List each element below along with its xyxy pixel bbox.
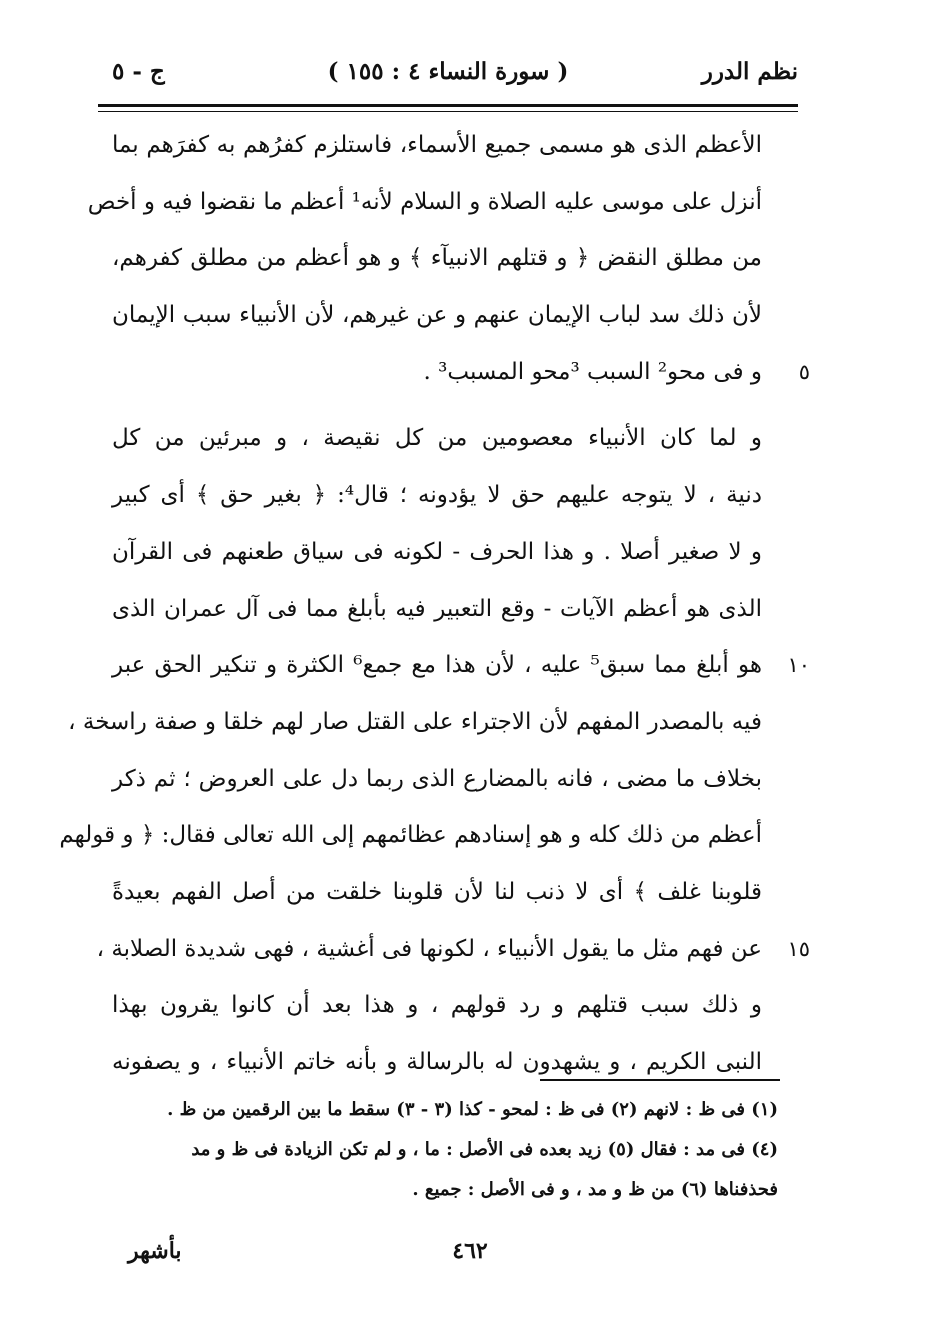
text-line-11: فيه بالمصدر المفهم لأن الاجتراء على القتل صار لهم خلقا و صفة راسخة ،	[68, 708, 762, 735]
text-line-2: أنزل على موسى عليه الصلاة و السلام لأنه¹ أعظم ما نقضوا فيه و أخص	[87, 188, 762, 215]
text-line-12: بخلاف ما مضى ، فانه بالمضارع الذى ربما دل على العروض ؛ ثم ذكر	[112, 765, 762, 792]
line-number: ١٠	[787, 653, 810, 678]
line-number: ٥	[798, 359, 810, 384]
volume-label: ج - ٥	[112, 58, 165, 85]
text-line-15: ١٥ عن فهم مثل ما يقول الأنبياء ، لكونها فى أغشية ، فهى شديدة الصلابة ،	[112, 921, 762, 978]
text-line-13: أعظم من ذلك كله و هو إسنادهم عظائمهم إلى الله تعالى فقال: ﴿ و قولهم	[59, 822, 762, 849]
text-line-5: ٥ و فى محو² السبب ³محو المسبب³ .	[112, 344, 762, 401]
text-line-10: ١٠ هو أبلغ مما سبق⁵ عليه ، لأن هذا مع جمع⁶ الكثرة و تنكير الحق عبر	[112, 637, 762, 694]
footnote-rule	[540, 1079, 780, 1081]
header-rule-thick	[98, 104, 798, 107]
text-line-16: و ذلك سبب قتلهم و رد قولهم ، و هذا بعد أن كانوا يقرون بهذا	[112, 992, 762, 1019]
text-line-17: النبى الكريم ، و يشهدون له بالرسالة و بأنه خاتم الأنبياء ، و يصفونه	[112, 1049, 762, 1075]
text-line-4: لأن ذلك سد لباب الإيمان عنهم و عن غيرهم، لأن الأنبياء سبب الإيمان	[112, 302, 762, 329]
line-number: ١٥	[787, 936, 810, 961]
footnotes	[118, 1090, 778, 1210]
text-line-8: و لا صغير أصلا . و هذا الحرف - لكونه فى سياق طعنهم فى القرآن	[112, 538, 762, 565]
running-header	[98, 52, 798, 102]
page-number: ٤٦٢	[452, 1238, 488, 1264]
text-line-3: من مطلق النقض ﴿ و قتلهم الانبيآء ﴾ و هو أعظم من مطلق كفرهم،	[112, 245, 762, 272]
text-line-6: و لما كان الأنبياء معصومين من كل نقيصة ، و مبرئين من كل	[112, 425, 762, 452]
text-line-7: دنية ، لا يتوجه عليهم حق لا يؤدونه ؛ قال⁴: ﴿ بغير حق ﴾ أى كبير	[112, 482, 762, 509]
text-line-9: الذى هو أعظم الآيات - وقع التعبير فيه بأبلغ مما فى آل عمران الذى	[112, 595, 762, 622]
catchword: بأشهر	[128, 1238, 182, 1264]
surah-reference: ( سورة النساء ٤ : ١٥٥ )	[327, 58, 569, 85]
body-text	[59, 117, 810, 1091]
book-title: نظم الدرر	[701, 58, 798, 85]
text-line-14: قلوبنا غلف ﴾ أى لا ذنب لنا لأن قلوبنا خلقت من أصل الفهم بعيدةً	[112, 878, 762, 905]
text-line-1: الأعظم الذى هو مسمى جميع الأسماء، فاستلزم كفرُهم به كفرَهم بما	[112, 132, 762, 158]
header-rule-thin	[98, 111, 798, 112]
footnote-line: (١) فى ظ : لانهم (٢) فى ظ : لمحو - كذا (٣ - ٣) سقط ما بين الرقمين من ظ .	[167, 1099, 778, 1120]
footnote-line: (٤) فى مد : فقال (٥) زيد بعده فى الأصل : ما ، و لم تكن الزيادة فى ظ و مد	[191, 1139, 778, 1160]
footnote-line: فحذفناها (٦) من ظ و مد ، و فى الأصل : جميع .	[412, 1179, 778, 1200]
